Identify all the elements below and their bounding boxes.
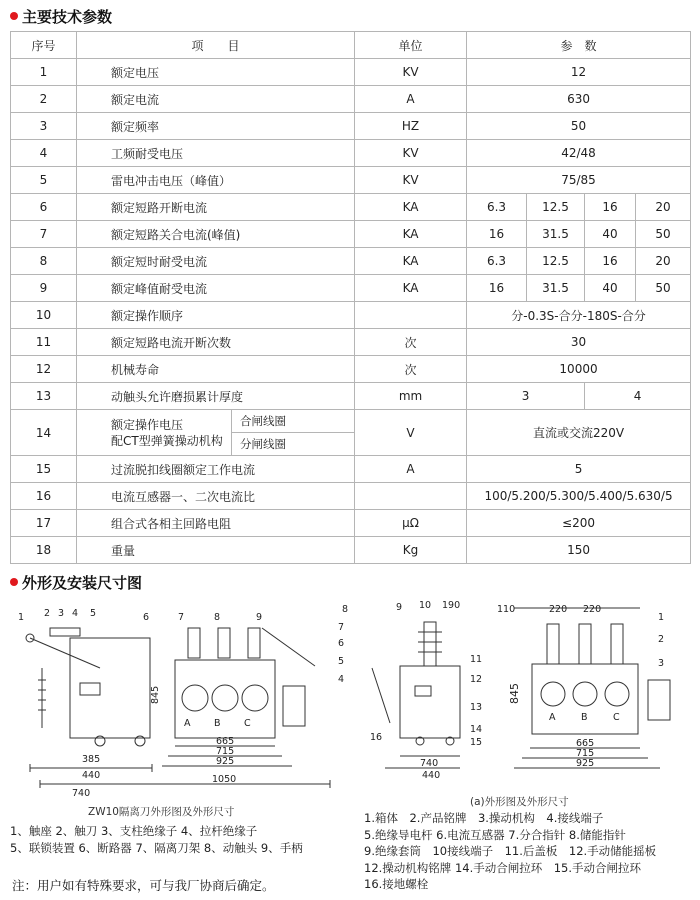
row-value: 5: [467, 456, 691, 483]
row-item: 额定电压: [77, 59, 355, 86]
row-value: 75/85: [467, 167, 691, 194]
row-value-1: 6.3: [467, 248, 527, 275]
right-part-num-5: 5: [338, 656, 345, 667]
left-dim-440: 440: [82, 770, 101, 781]
right-phase-c: C: [613, 712, 620, 723]
right-part-num-13: 13: [470, 702, 483, 713]
bullet-dot-icon: [10, 12, 18, 20]
row-value: ≤200: [467, 510, 691, 537]
row-item: 动触头允许磨损累计厚度: [77, 383, 355, 410]
right-dim-220-right: 220: [583, 604, 602, 615]
drawings-title-text: 外形及安装尺寸图: [22, 574, 143, 592]
row-no: 17: [11, 510, 77, 537]
right-legend-line3: 9.绝缘套筒 10接线端子 11.后盖板 12.手动储能摇板: [364, 844, 657, 858]
row-value: 50: [467, 113, 691, 140]
table-row: [11, 383, 691, 410]
left-side-view: [26, 628, 152, 772]
right-part-num-15: 15: [470, 737, 483, 748]
row-value-4: 20: [636, 248, 691, 275]
side-nameplate: [415, 686, 431, 696]
specs-title-text: 主要技术参数: [22, 8, 113, 26]
dimension-drawings: [0, 598, 700, 813]
left-part-num-7: 7: [178, 612, 185, 623]
right-part-num-11: 11: [470, 654, 483, 665]
row-no: 12: [11, 356, 77, 383]
row-no: 13: [11, 383, 77, 410]
row-no: 2: [11, 86, 77, 113]
row-unit: KA: [355, 194, 467, 221]
mechanism-box: [648, 680, 670, 720]
header-param: 参 数: [467, 32, 691, 59]
row-value-3: 40: [585, 221, 636, 248]
left-dim-385: 385: [82, 754, 101, 765]
right-dim-845: 845: [508, 683, 521, 704]
left-part-num-4: 4: [72, 608, 79, 619]
bullet-dot-icon: [10, 578, 18, 586]
row-unit: 次: [355, 356, 467, 383]
row-item: 额定短路电流开断次数: [77, 329, 355, 356]
left-dim-665: 665: [216, 736, 235, 747]
row-unit: [355, 302, 467, 329]
right-front-part-3: 3: [658, 658, 665, 669]
row-value-3: 40: [585, 275, 636, 302]
row-unit: [355, 483, 467, 510]
front-tank: [532, 664, 638, 734]
row-no: 4: [11, 140, 77, 167]
right-front-part-2: 2: [658, 634, 665, 645]
row-item: 组合式各相主回路电阻: [77, 510, 355, 537]
row-value-2: 12.5: [527, 248, 585, 275]
handle-box: [283, 686, 305, 726]
phase-c-window: [242, 685, 268, 711]
row-item: 额定操作顺序: [77, 302, 355, 329]
row-no: 10: [11, 302, 77, 329]
row-item: 重量: [77, 537, 355, 564]
left-part-num-2: 2: [44, 608, 51, 619]
row-unit: 次: [355, 329, 467, 356]
right-legend: [364, 810, 656, 893]
left-legend-line2: 5、联锁装置 6、断路器 7、隔离刀架 8、动触头 9、手柄: [10, 841, 303, 855]
left-phase-a: A: [184, 718, 191, 729]
row-item: 额定短路关合电流(峰值): [77, 221, 355, 248]
left-part-num-5: 5: [90, 608, 97, 619]
row-unit: HZ: [355, 113, 467, 140]
row-item-line2: 配CT型弹簧操动机构: [111, 433, 223, 448]
row-value-2: 31.5: [527, 221, 585, 248]
left-dim-740: 740: [72, 788, 91, 799]
right-part-num-6: 6: [338, 638, 345, 649]
knife-blade: [30, 638, 100, 668]
bushing-c: [611, 624, 623, 664]
right-dim-220-left: 220: [549, 604, 568, 615]
right-legend-line5: 16.接地螺栓: [364, 877, 429, 891]
table-row: [11, 537, 691, 564]
bushing-a: [547, 624, 559, 664]
left-dim-715: 715: [216, 746, 235, 757]
row-value-1: 3: [467, 383, 585, 410]
row-item: 额定峰值耐受电流: [77, 275, 355, 302]
row-subitem-open-coil: 分闸线圈: [232, 433, 355, 456]
row-value-4: 50: [636, 275, 691, 302]
row-value-1: 6.3: [467, 194, 527, 221]
table-row: [11, 140, 691, 167]
terminal-rod: [372, 668, 390, 723]
right-dim-740: 740: [420, 758, 439, 769]
right-dim-190: 190: [442, 600, 461, 611]
phase-b-window: [212, 685, 238, 711]
row-no: 3: [11, 113, 77, 140]
row-item-line1: 额定操作电压: [111, 417, 184, 432]
right-dim-925: 925: [576, 758, 595, 769]
tank-body: [400, 666, 460, 738]
left-dim-925: 925: [216, 756, 235, 767]
row-item: 额定短路开断电流: [77, 194, 355, 221]
row-value-1: 16: [467, 275, 527, 302]
row-item: 雷电冲击电压（峰值）: [77, 167, 355, 194]
left-phase-c: C: [244, 718, 251, 729]
row-value: 42/48: [467, 140, 691, 167]
row-value: 630: [467, 86, 691, 113]
right-part-num-14: 14: [470, 724, 483, 735]
right-dim-110: 110: [497, 604, 516, 615]
table-row: [11, 456, 691, 483]
table-row: [11, 59, 691, 86]
disconnect-frame: [188, 628, 200, 658]
row-unit: KV: [355, 59, 467, 86]
row-value: 150: [467, 537, 691, 564]
left-phase-b: B: [214, 718, 221, 729]
row-value-3: 16: [585, 194, 636, 221]
row-no: 18: [11, 537, 77, 564]
row-unit: A: [355, 86, 467, 113]
header-no: 序号: [11, 32, 77, 59]
right-drawing-caption: (a)外形图及外形尺寸: [470, 796, 569, 808]
row-unit: KA: [355, 248, 467, 275]
phase-a-window: [541, 682, 565, 706]
right-part-num-10: 10: [419, 600, 432, 611]
right-part-num-9: 9: [396, 602, 403, 613]
row-value: 直流或交流220V: [467, 410, 691, 456]
table-row: [11, 483, 691, 510]
row-item: 电流互感器一、二次电流比: [77, 483, 355, 510]
insulating-sleeve: [424, 622, 436, 666]
row-unit: KV: [355, 167, 467, 194]
left-part-num-6: 6: [143, 612, 150, 623]
row-unit: KV: [355, 140, 467, 167]
table-row: [11, 510, 691, 537]
phase-a-window: [182, 685, 208, 711]
right-dim-715: 715: [576, 748, 595, 759]
right-part-num-16: 16: [370, 732, 383, 743]
table-row: [11, 86, 691, 113]
row-unit: V: [355, 410, 467, 456]
right-side-view: [372, 622, 460, 768]
row-value-2: 31.5: [527, 275, 585, 302]
row-value-1: 16: [467, 221, 527, 248]
row-value: 分-0.3S-合分-180S-合分: [467, 302, 691, 329]
row-no: 6: [11, 194, 77, 221]
left-legend-line1: 1、触座 2、触刀 3、支柱绝缘子 4、拉杆绝缘子: [10, 824, 258, 838]
left-drawing-caption: ZW10隔离刀外形图及外形尺寸: [88, 806, 235, 818]
table-row: [11, 113, 691, 140]
specs-section-title: [10, 6, 112, 27]
row-no: 7: [11, 221, 77, 248]
row-item: 过流脱扣线圈额定工作电流: [77, 456, 355, 483]
right-part-num-8: 8: [342, 604, 349, 615]
row-unit: mm: [355, 383, 467, 410]
row-unit: KA: [355, 221, 467, 248]
table-row: [11, 221, 691, 248]
right-dim-440: 440: [422, 770, 441, 781]
row-item: 额定短时耐受电流: [77, 248, 355, 275]
right-legend-line2: 5.绝缘导电杆 6.电流互感器 7.分合指针 8.储能指针: [364, 827, 626, 842]
row-no: 8: [11, 248, 77, 275]
left-part-num-9: 9: [256, 612, 263, 623]
table-row: [11, 410, 691, 433]
row-item: 工频耐受电压: [77, 140, 355, 167]
right-phase-a: A: [549, 712, 556, 723]
phase-b-window: [573, 682, 597, 706]
table-row: [11, 302, 691, 329]
support-insulator: [50, 628, 80, 636]
breaker-body: [70, 638, 150, 738]
row-no: 1: [11, 59, 77, 86]
right-legend-line1: 1.箱体 2.产品铭牌 3.操动机构 4.接线端子: [364, 811, 604, 825]
row-value: 10000: [467, 356, 691, 383]
table-header-row: [11, 32, 691, 59]
right-front-part-1: 1: [658, 612, 665, 623]
row-value-2: 4: [585, 383, 691, 410]
right-phase-b: B: [581, 712, 588, 723]
table-row: [11, 248, 691, 275]
right-legend-line4: 12.操动机构铭牌 14.手动合闸拉环 15.手动合闸拉环: [364, 860, 642, 875]
right-part-num-7: 7: [338, 622, 345, 633]
row-value: 12: [467, 59, 691, 86]
nameplate: [80, 683, 100, 695]
row-unit: μΩ: [355, 510, 467, 537]
row-item: 机械寿命: [77, 356, 355, 383]
phase-c-window: [605, 682, 629, 706]
row-no: 9: [11, 275, 77, 302]
left-part-num-8: 8: [214, 612, 221, 623]
footer-note: 注：用户如有特殊要求，可与我厂协商后确定。: [12, 878, 275, 893]
row-subitem-close-coil: 合闸线圈: [232, 410, 355, 433]
row-no: 11: [11, 329, 77, 356]
row-item: [77, 410, 232, 456]
right-part-num-12: 12: [470, 674, 483, 685]
row-value-4: 50: [636, 221, 691, 248]
row-unit: Kg: [355, 537, 467, 564]
table-row: [11, 356, 691, 383]
right-part-num-4: 4: [338, 674, 345, 685]
row-value-3: 16: [585, 248, 636, 275]
drawings-section-title: [10, 572, 142, 593]
table-row: [11, 329, 691, 356]
left-part-num-1: 1: [18, 612, 25, 623]
bushing-b: [579, 624, 591, 664]
table-row: [11, 167, 691, 194]
row-no: 5: [11, 167, 77, 194]
row-value-2: 12.5: [527, 194, 585, 221]
table-row: [11, 194, 691, 221]
row-value: 30: [467, 329, 691, 356]
right-dim-665: 665: [576, 738, 595, 749]
left-part-num-3: 3: [58, 608, 65, 619]
row-item: 额定电流: [77, 86, 355, 113]
row-unit: KA: [355, 275, 467, 302]
table-row: [11, 275, 691, 302]
row-no: 15: [11, 456, 77, 483]
row-value: 100/5.200/5.300/5.400/5.630/5: [467, 483, 691, 510]
row-item: 额定频率: [77, 113, 355, 140]
header-item: 项 目: [77, 32, 355, 59]
row-no: 14: [11, 410, 77, 456]
row-no: 16: [11, 483, 77, 510]
row-value-4: 20: [636, 194, 691, 221]
row-unit: A: [355, 456, 467, 483]
specs-table: [10, 31, 691, 564]
left-legend: [10, 823, 303, 857]
header-unit: 单位: [355, 32, 467, 59]
left-dim-1050: 1050: [212, 774, 237, 785]
left-dim-845: 845: [150, 685, 161, 704]
